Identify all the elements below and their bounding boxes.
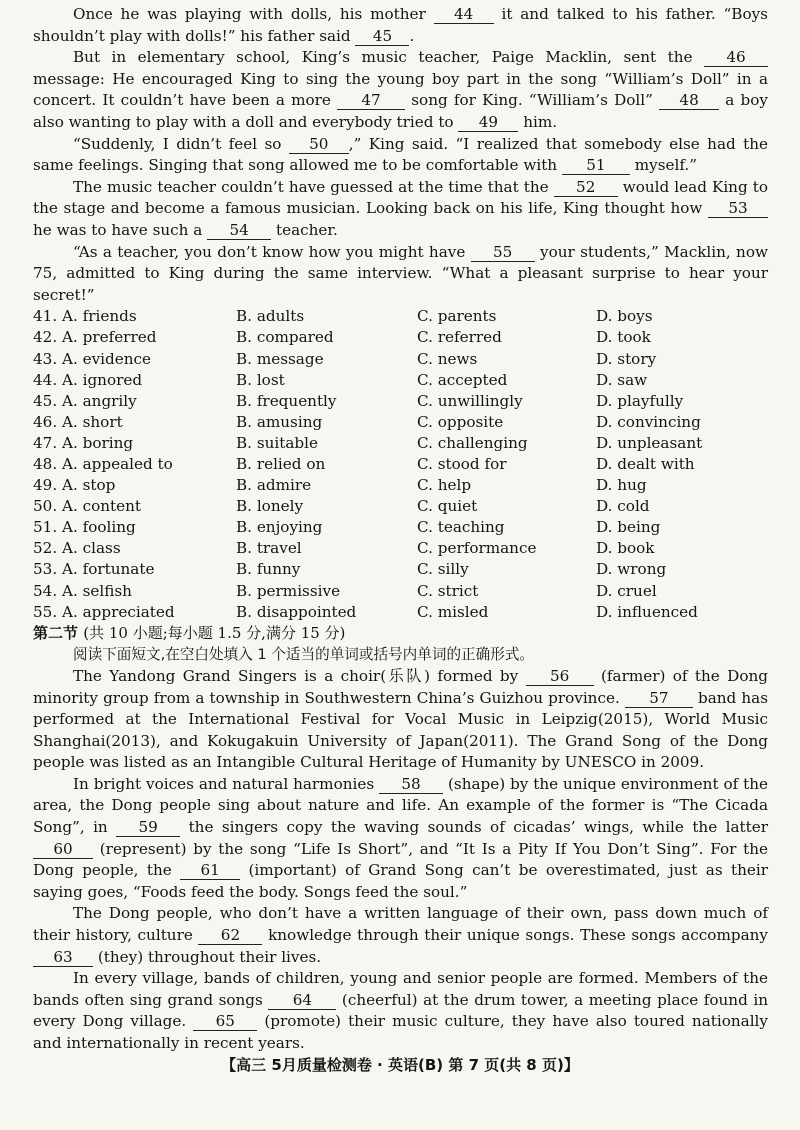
blank-54[interactable]: 54 bbox=[207, 222, 271, 240]
blank-59[interactable]: 59 bbox=[116, 819, 180, 837]
option-d: D. being bbox=[596, 518, 661, 537]
paragraph-2: But in elementary school, King’s music teacher, Paige Macklin, sent the 46 message: He encouraged King to sing the young boy part in the song “William’s Doll” in a concert. It couldn’t have been a more 47 song for King. “William’s Doll” 48 a boy also wanting to play with a doll and everybody tried to 49 him. bbox=[33, 48, 768, 131]
section-2-note: (共 10 小题;每小题 1.5 分,满分 15 分) bbox=[83, 623, 346, 642]
blank-45[interactable]: 45 bbox=[355, 28, 409, 46]
answer-options bbox=[33, 306, 768, 622]
option-c: C. performance bbox=[417, 539, 537, 558]
option-b: B. permissive bbox=[236, 581, 341, 600]
option-b: B. message bbox=[236, 349, 324, 368]
blank-63[interactable]: 63 bbox=[33, 949, 93, 967]
option-row-50 bbox=[33, 496, 768, 517]
option-c: C. unwillingly bbox=[417, 391, 523, 410]
option-a: 53. A. fortunate bbox=[33, 560, 155, 579]
blank-58[interactable]: 58 bbox=[379, 776, 443, 794]
blank-52[interactable]: 52 bbox=[554, 179, 618, 197]
option-c: C. silly bbox=[417, 560, 469, 579]
blank-46[interactable]: 46 bbox=[704, 49, 768, 67]
option-a: 48. A. appealed to bbox=[33, 454, 173, 473]
option-b: B. lonely bbox=[236, 497, 304, 516]
option-c: C. strict bbox=[417, 581, 479, 600]
option-b: B. compared bbox=[236, 328, 334, 347]
option-b: B. relied on bbox=[236, 454, 326, 473]
passage-2-paragraph-3: The Dong people, who don’t have a written language of their own, pass down much of their history, culture 62 knowledge through their unique songs. These songs accompany 63 (they) throughout their lives. bbox=[33, 904, 768, 966]
option-c: C. stood for bbox=[417, 454, 507, 473]
option-c: C. news bbox=[417, 349, 478, 368]
blank-49[interactable]: 49 bbox=[458, 114, 518, 132]
option-row-43 bbox=[33, 349, 768, 370]
option-b: B. enjoying bbox=[236, 518, 323, 537]
option-b: B. lost bbox=[236, 370, 285, 389]
option-row-54 bbox=[33, 581, 768, 602]
option-a: 50. A. content bbox=[33, 497, 142, 516]
option-row-52 bbox=[33, 538, 768, 559]
blank-44[interactable]: 44 bbox=[434, 6, 494, 24]
option-c: C. parents bbox=[417, 307, 497, 326]
option-row-47 bbox=[33, 433, 768, 454]
option-a: 43. A. evidence bbox=[33, 349, 152, 368]
option-c: C. misled bbox=[417, 602, 489, 621]
option-d: D. playfully bbox=[596, 391, 684, 410]
option-d: D. story bbox=[596, 349, 657, 368]
blank-50[interactable]: 50 bbox=[289, 136, 349, 154]
option-row-49 bbox=[33, 475, 768, 496]
section-2-heading: 第二节 (共 10 小题;每小题 1.5 分,满分 15 分) bbox=[33, 623, 346, 642]
blank-65[interactable]: 65 bbox=[193, 1013, 257, 1031]
option-a: 51. A. fooling bbox=[33, 518, 136, 537]
option-b: B. amusing bbox=[236, 412, 323, 431]
option-b: B. disappointed bbox=[236, 602, 357, 621]
option-b: B. admire bbox=[236, 476, 312, 495]
option-b: B. frequently bbox=[236, 391, 337, 410]
option-d: D. took bbox=[596, 328, 651, 347]
paragraph-5: “As a teacher, you don’t know how you might have 55 your students,” Macklin, now 75, admitted to King during the same interview. “What a pleasant surprise to hear your secret!” bbox=[33, 242, 768, 304]
option-row-53 bbox=[33, 559, 768, 580]
option-a: 49. A. stop bbox=[33, 476, 116, 495]
option-a: 45. A. angrily bbox=[33, 391, 137, 410]
passage-2-paragraph-2: In bright voices and natural harmonies 58 (shape) by the unique environment of the area, the Dong people sing about nature and life. An example of the former is “The Cicada Song”, in 59 the singers copy the waving sounds of cicadas’ wings, while the latter 60 (represent) by the song “Life Is Short”, and “It Is a Pity If You Don’t Sing”. For the Dong people, the 61 (important) of Grand Song can’t be overestimated, just as their saying goes, “Foods feed the body. Songs feed the soul.” bbox=[33, 774, 769, 901]
blank-53[interactable]: 53 bbox=[708, 200, 768, 218]
section-2-instruction: 阅读下面短文,在空白处填入 1 个适当的单词或括号内单词的正确形式。 bbox=[73, 646, 535, 664]
option-d: D. book bbox=[596, 539, 655, 558]
option-d: D. boys bbox=[596, 307, 653, 326]
option-row-46 bbox=[33, 412, 768, 433]
option-a: 54. A. selfish bbox=[33, 581, 132, 600]
paragraph-1: Once he was playing with dolls, his mother 44 it and talked to his father. “Boys shouldn’t play with dolls!” his father said 45 . bbox=[33, 5, 768, 45]
option-d: D. saw bbox=[596, 370, 648, 389]
option-a: 55. A. appreciated bbox=[33, 602, 175, 621]
option-row-51 bbox=[33, 517, 768, 538]
blank-64[interactable]: 64 bbox=[268, 992, 336, 1010]
option-c: C. challenging bbox=[417, 433, 528, 452]
option-a: 42. A. preferred bbox=[33, 328, 157, 347]
blank-51[interactable]: 51 bbox=[562, 157, 630, 175]
option-d: D. unpleasant bbox=[596, 433, 703, 452]
blank-60[interactable]: 60 bbox=[33, 841, 93, 859]
option-c: C. referred bbox=[417, 328, 502, 347]
option-d: D. influenced bbox=[596, 602, 698, 621]
blank-55[interactable]: 55 bbox=[471, 244, 535, 262]
option-a: 46. A. short bbox=[33, 412, 123, 431]
blank-56[interactable]: 56 bbox=[526, 668, 594, 686]
blank-61[interactable]: 61 bbox=[180, 862, 240, 880]
option-row-44 bbox=[33, 370, 768, 391]
option-c: C. teaching bbox=[417, 518, 505, 537]
option-d: D. dealt with bbox=[596, 454, 695, 473]
option-row-45 bbox=[33, 391, 768, 412]
passage-2-paragraph-4: In every village, bands of children, young and senior people are formed. Members of the bands often sing grand songs 64 (cheerful) at the drum tower, a meeting place found in every Dong village. 65 (promote) their music culture, they have also toured nationally and internationally in recent years. bbox=[33, 969, 768, 1052]
option-d: D. cold bbox=[596, 497, 650, 516]
option-b: B. adults bbox=[236, 307, 305, 326]
option-c: C. quiet bbox=[417, 497, 478, 516]
option-d: D. cruel bbox=[596, 581, 657, 600]
option-c: C. opposite bbox=[417, 412, 504, 431]
blank-62[interactable]: 62 bbox=[198, 927, 262, 945]
option-a: 41. A. friends bbox=[33, 307, 137, 326]
option-d: D. wrong bbox=[596, 560, 667, 579]
option-c: C. help bbox=[417, 476, 472, 495]
option-row-48 bbox=[33, 454, 768, 475]
option-a: 44. A. ignored bbox=[33, 370, 143, 389]
passage-2-paragraph-1: The Yandong Grand Singers is a choir(乐队) formed by 56 (farmer) of the Dong minority group from a township in Southwestern China’s Guizhou province. 57 band has performed at the International Festival for Vocal Music in Leipzig(2015), World Music Shanghai(2013), and Kokugakuin University of Japan(2011). The Grand Song of the Dong people was listed as an Intangible Cultural Heritage of Humanity by UNESCO in 2009. bbox=[33, 666, 768, 772]
blank-57[interactable]: 57 bbox=[625, 690, 693, 708]
paragraph-4: The music teacher couldn’t have guessed at the time that the 52 would lead King to the stage and become a famous musician. Looking back on his life, King thought how 53 he was to have such a 54 teacher. bbox=[33, 177, 768, 239]
page-footer: 【高三 5月质量检测卷 · 英语(B) 第 7 页(共 8 页)】 bbox=[221, 1056, 579, 1074]
paragraph-3: “Suddenly, I didn’t feel so 50 ,” King said. “I realized that somebody else had the same feelings. Singing that song allowed me to be comfortable with 51 myself.” bbox=[33, 134, 768, 175]
option-a: 47. A. boring bbox=[33, 433, 134, 452]
blank-48[interactable]: 48 bbox=[659, 92, 719, 110]
blank-47[interactable]: 47 bbox=[337, 92, 405, 110]
option-row-41 bbox=[33, 306, 768, 327]
option-a: 52. A. class bbox=[33, 539, 121, 558]
option-d: D. hug bbox=[596, 476, 647, 495]
option-b: B. suitable bbox=[236, 433, 318, 452]
option-row-42 bbox=[33, 327, 768, 348]
option-b: B. funny bbox=[236, 560, 301, 579]
option-row-55 bbox=[33, 602, 768, 623]
option-b: B. travel bbox=[236, 539, 302, 558]
option-c: C. accepted bbox=[417, 370, 508, 389]
option-d: D. convincing bbox=[596, 412, 701, 431]
